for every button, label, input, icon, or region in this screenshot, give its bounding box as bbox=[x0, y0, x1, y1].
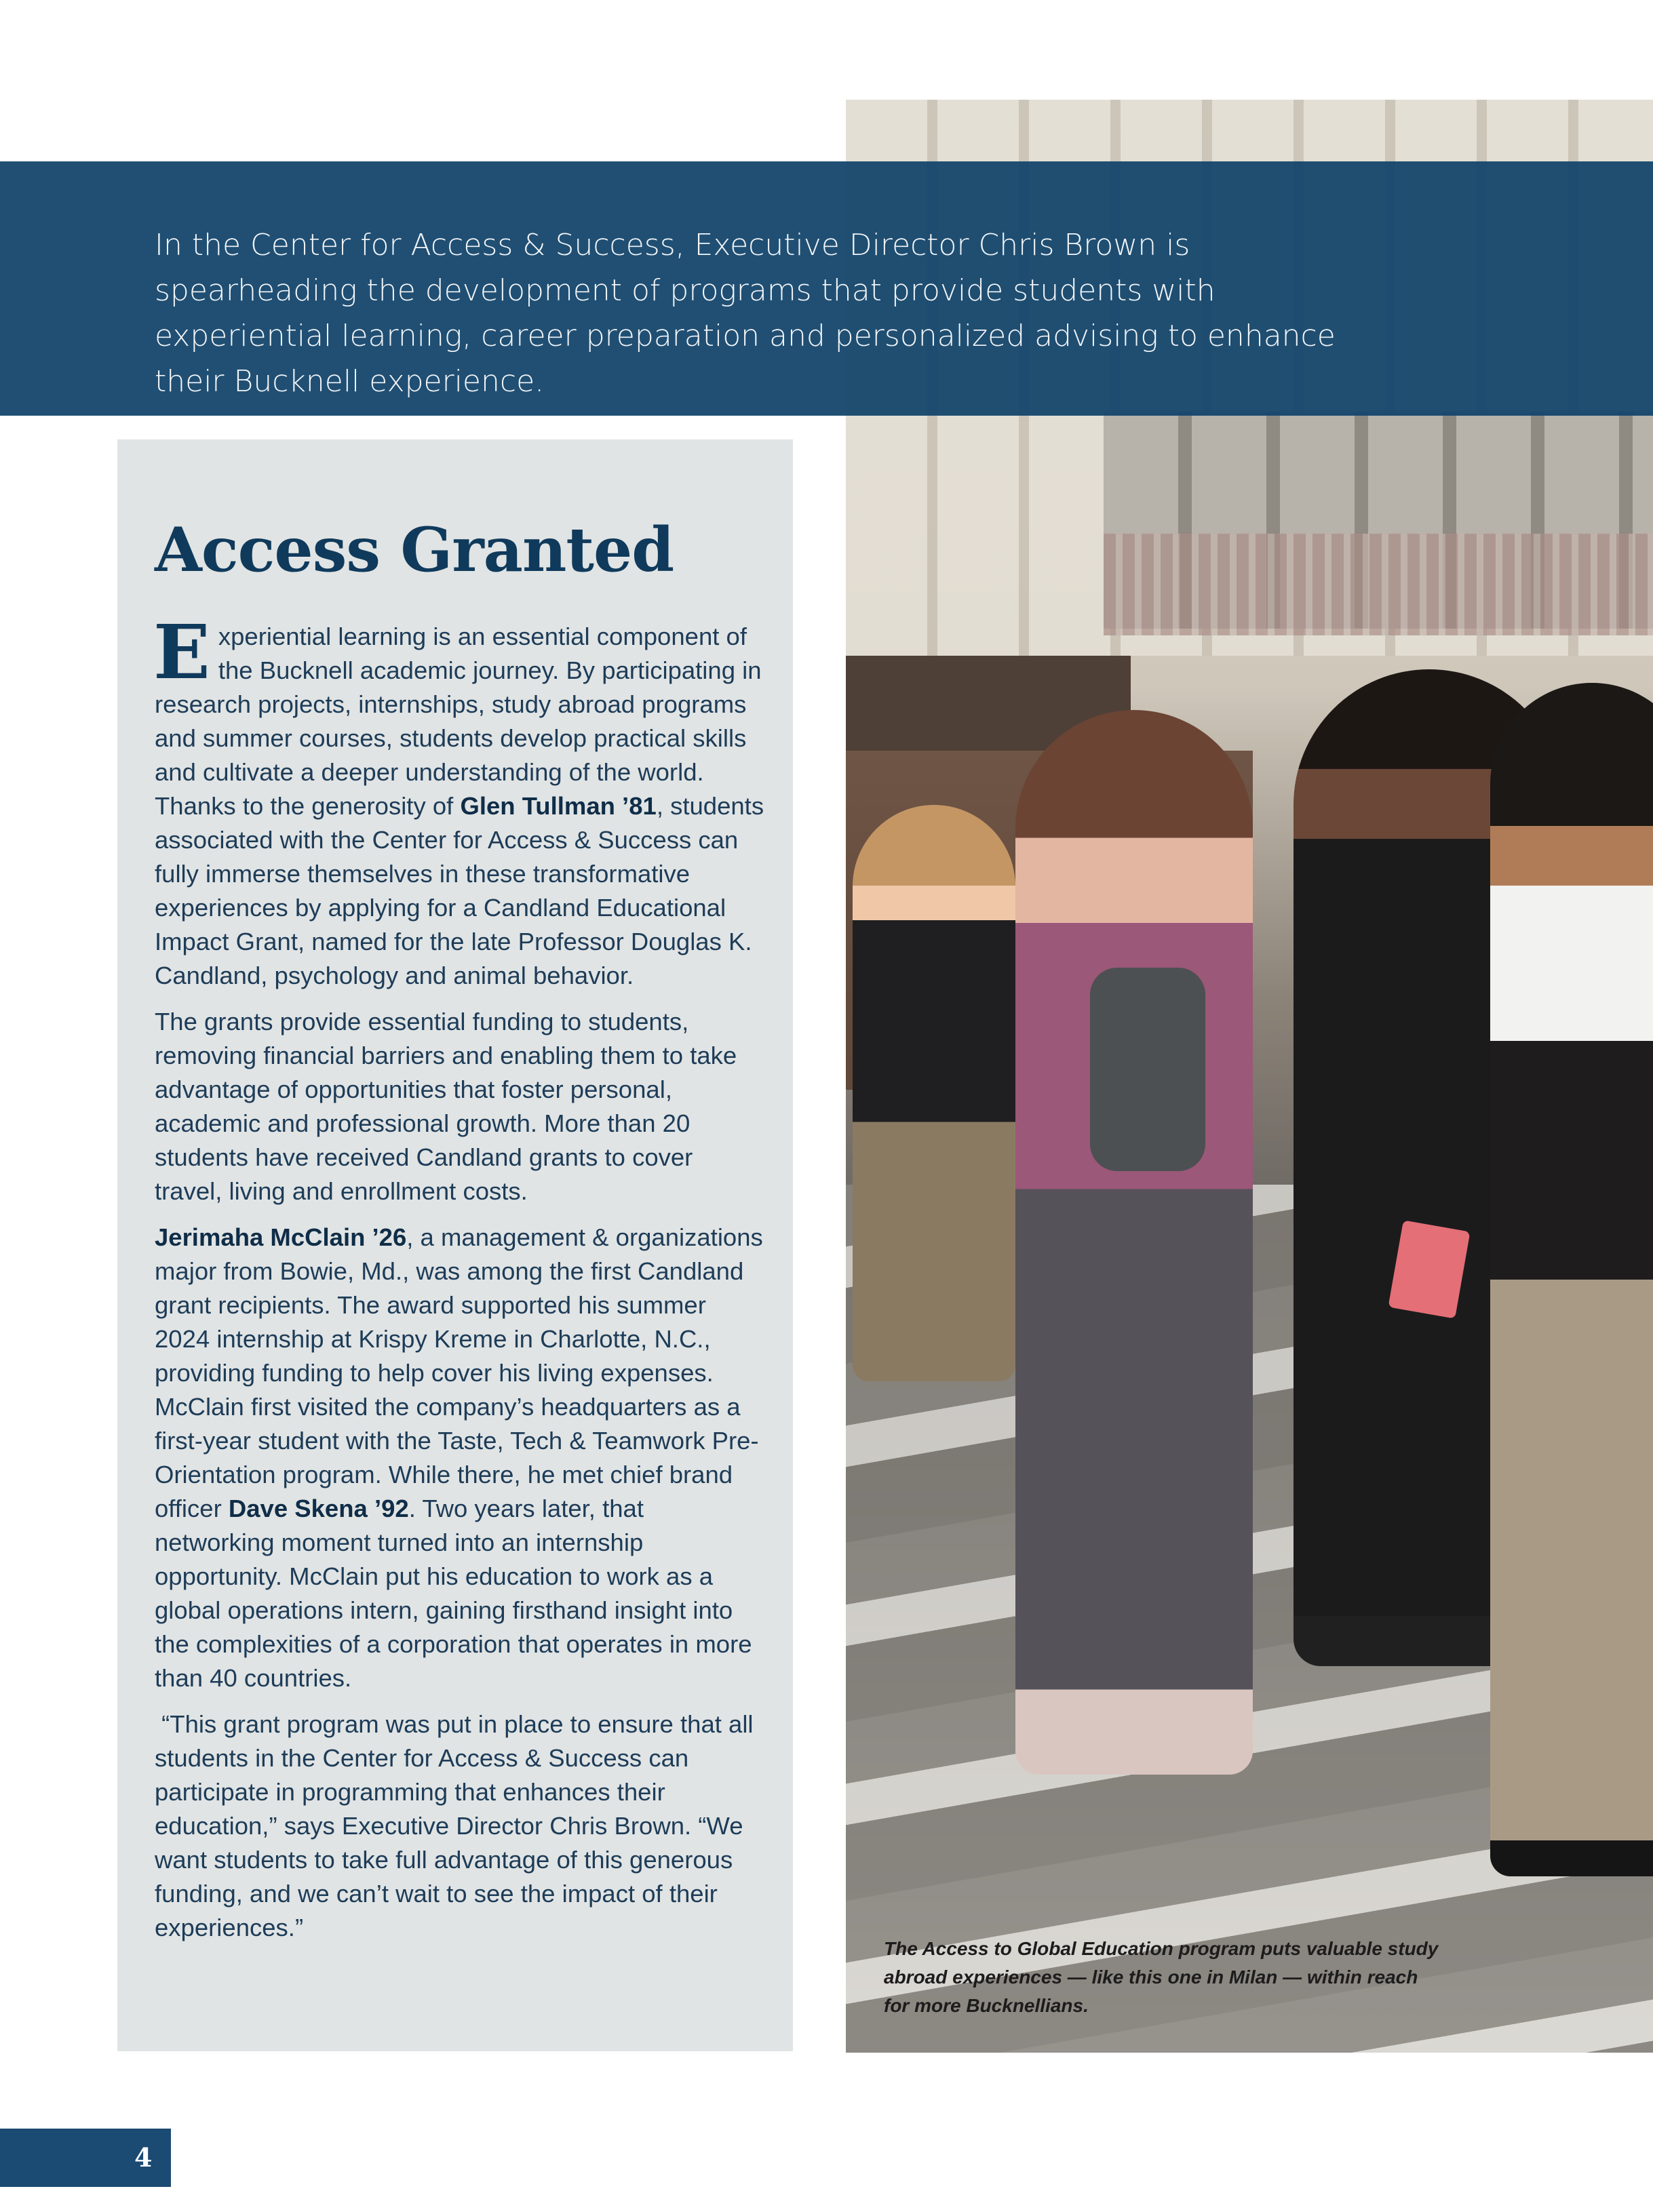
photo-caption: The Access to Global Education program puts valuable study abroad experiences — like this one in Milan — within reach for more Bucknellians. bbox=[884, 1938, 1439, 2016]
drop-cap: E bbox=[153, 608, 210, 696]
donor-name: Glen Tullman ’81 bbox=[460, 792, 657, 820]
page-number: 4 bbox=[134, 2142, 153, 2173]
building-balcony bbox=[1104, 534, 1653, 635]
article-body bbox=[153, 608, 765, 1957]
sling-bag bbox=[1090, 968, 1205, 1171]
student-background bbox=[853, 805, 1015, 1381]
paragraph-3-text-a: , a management & organizations major from Bowie, Md., was among the first Candland grant recipients. The award supported his summer 2024 internship at Krispy Kreme in Charlotte, N.C., providing funding to help cover his living expenses. McClain first visited the company’s headquarters as a first-year student with the Taste, Tech & Teamwork Pre-Orientation program. While there, he met chief brand officer bbox=[155, 1223, 763, 1522]
paragraph-3 bbox=[155, 1221, 765, 1695]
student-pink-shirt bbox=[1015, 710, 1253, 1775]
student-name: Jerimaha McClain ’26 bbox=[155, 1223, 407, 1251]
paragraph-1-text-a: xperiential learning is an essential component of the Bucknell academic journey. By participating in research projects, internships, study abroad programs and summer courses, students develop practical skills and cultivate a deeper understanding of the world. Thanks to the generosity of bbox=[155, 623, 762, 820]
page-number-tab bbox=[0, 2129, 171, 2187]
paragraph-1 bbox=[153, 608, 765, 993]
paragraph-3-text-b: . Two years later, that networking moment turned into an internship opportunity. McClain put his education to work as a global operations intern, gaining firsthand insight into the complexities of a corporation that operates in more than 40 countries. bbox=[155, 1495, 752, 1692]
paragraph-2: The grants provide essential funding to students, removing financial barriers and enabling them to take advantage of opportunities that foster personal, academic and professional growth. More than 20 students have received Candland grants to cover travel, living and enrollment costs. bbox=[155, 1008, 737, 1205]
intro-banner bbox=[0, 161, 1653, 416]
paragraph-4-quote: “This grant program was put in place to ensure that all students in the Center for Access & Success can participate in programming that enhances their education,” says Executive Director Chris Brown. “We want students to take full advantage of this generous funding, and we can’t wait to see the impact of their experiences.” bbox=[155, 1710, 760, 1941]
intro-text: In the Center for Access & Success, Executive Director Chris Brown is spearheading the development of programs that provide students with experiential learning, career preparation and personalized advising to enhance their Bucknell experience. bbox=[155, 228, 1336, 399]
alumnus-name: Dave Skena ’92 bbox=[228, 1495, 409, 1522]
paragraph-1-text-b: , students associated with the Center for Access & Success can fully immerse themselves in these transformative experiences by applying for a Candland Educational Impact Grant, named for the late Professor Douglas K. Candland, psychology and animal behavior. bbox=[155, 792, 764, 989]
article-title: Access Granted bbox=[155, 514, 674, 586]
student-foreground-right bbox=[1490, 683, 1653, 1876]
